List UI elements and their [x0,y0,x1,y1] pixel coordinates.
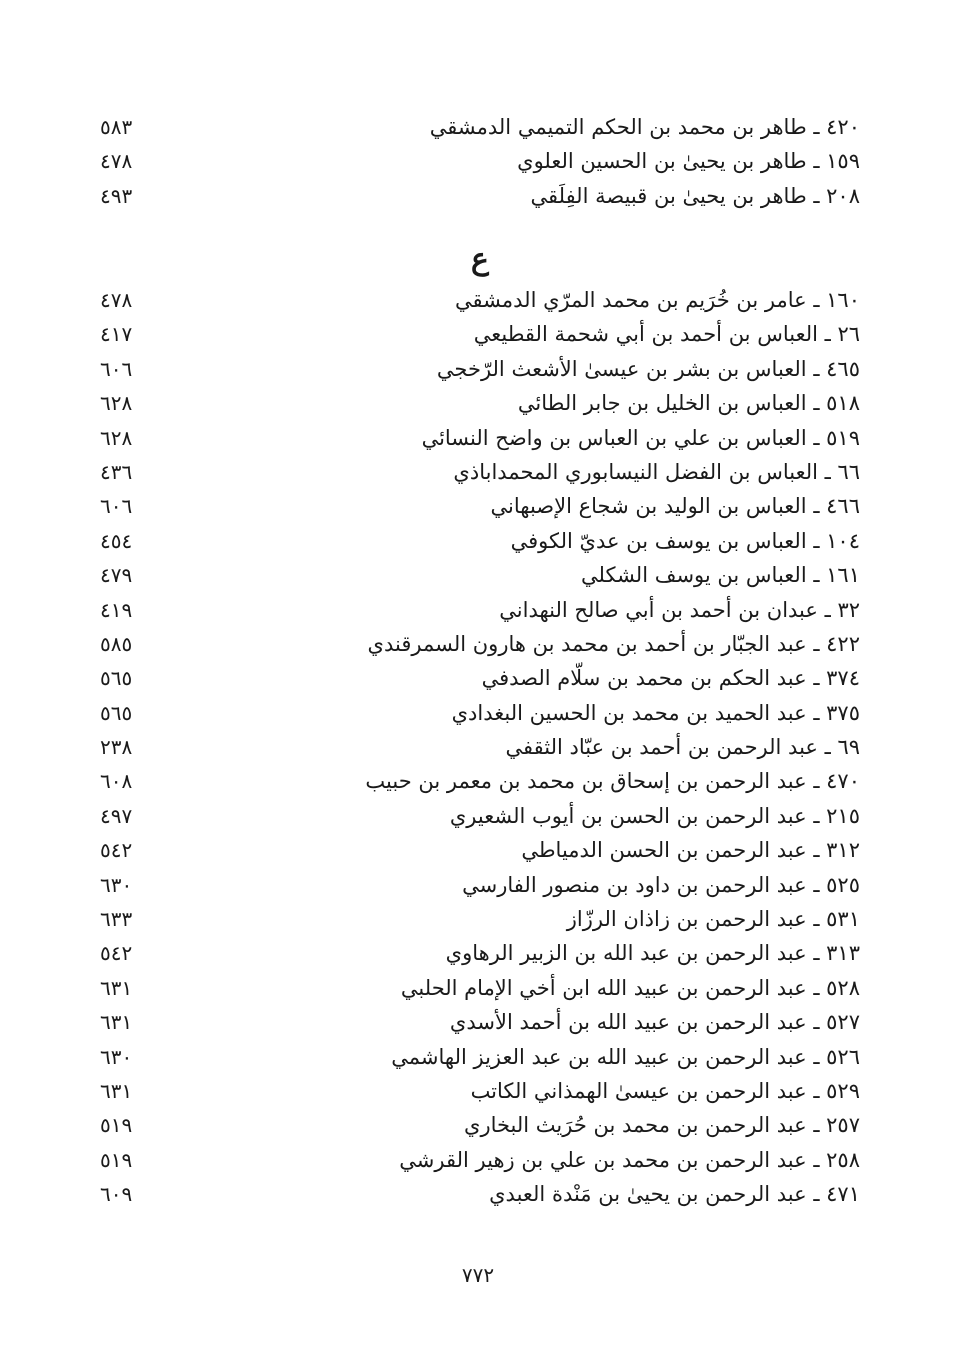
entry-name: ٤٢٠ ـ طاهر بن محمد بن الحكم التميمي الدمشقي [429,115,860,139]
entry-page-number: ٦٣١ [100,1078,133,1103]
index-entry-row [90,902,860,936]
index-entry-row [90,833,860,867]
entry-page-number: ٤٩٧ [100,803,133,828]
index-entry-row [90,593,860,627]
entry-page-number: ٦٣١ [100,975,133,1000]
entry-page-number: ٤٧٩ [100,563,133,588]
index-entry-row [90,799,860,833]
entry-page-number: ٦٢٨ [100,425,133,450]
entry-name: ٢٦ ـ العباس بن أحمد بن أبي شحمة القطيعي [473,322,860,347]
entry-name: ١٥٩ ـ طاهر بن يحيىٰ بن الحسين العلوي [517,149,860,174]
entry-name: ٤٦٦ ـ العباس بن الوليد بن شجاع الإصبهاني [490,494,860,519]
index-entry-row [90,524,860,558]
entry-name: ١٠٤ ـ العباس بن يوسف بن عديّ الكوفي [510,528,860,553]
entry-page-number: ٥٤٢ [100,941,133,966]
entry-name: ٥٢٥ ـ عبد الرحمن بن داود بن منصور الفارسي [462,872,860,897]
entry-page-number: ٦٠٩ [100,1182,133,1207]
entry-page-number: ٥٨٥ [100,631,133,656]
entry-name: ٥٢٦ ـ عبد الرحمن بن عبيد الله بن عبد العزيز الهاشمي [391,1044,860,1069]
index-entry-row [90,1143,860,1177]
entry-name: ٥٢٧ ـ عبد الرحمن بن عبيد الله بن أحمد الأسدي [449,1010,860,1035]
entry-name: ٦٦ ـ العباس بن الفضل النيسابوري المحمداباذي [453,459,860,484]
index-entry-row [90,627,860,661]
index-entry-row [90,558,860,592]
section-letter-heading: ع [471,242,489,277]
entry-page-number: ٢٣٨ [100,735,133,760]
entry-page-number: ٤٥٤ [100,528,133,553]
index-entry-row [90,144,860,178]
entry-page-number: ٦٠٨ [100,769,133,794]
index-entry-row [90,1040,860,1074]
entry-name: ١٦١ ـ العباس بن يوسف الشكلي [581,563,860,588]
entry-name: ٣١٢ ـ عبد الرحمن بن الحسن الدمياطي [521,838,860,863]
index-section-taa [90,110,860,213]
index-entry-row [90,730,860,764]
entry-page-number: ٤١٩ [100,597,133,622]
index-entry-row [90,455,860,489]
entry-name: ٣٧٥ ـ عبد الحميد بن محمد بن الحسين البغدادي [451,700,860,725]
entry-name: ٤٧٠ ـ عبد الرحمن بن إسحاق بن محمد بن معمر بن حبيب [365,769,860,794]
index-entry-row [90,283,860,317]
entry-page-number: ٦٢٨ [100,391,133,416]
entry-name: ٤٦٥ ـ العباس بن بشر بن عيسىٰ الأشعث الرّخجي [436,356,860,381]
entry-name: ١٦٠ ـ عامر بن خُرَيم بن محمد المرّي الدمشقي [455,288,860,312]
page-number: ٧٧٢ [461,1263,495,1287]
entry-page-number: ٥٦٥ [100,700,133,725]
entry-name: ٥٣١ ـ عبد الرحمن بن زاذان الرزّاز [566,907,860,932]
entry-name: ٦٩ ـ عبد الرحمن بن أحمد بن عبّاد الثقفي [505,735,860,760]
entry-name: ٤٧١ ـ عبد الرحمن بن يحيىٰ بن مَنْدة العبدي [489,1182,860,1207]
entry-page-number: ٥٤٢ [100,838,133,863]
entry-name: ٥١٨ ـ العباس بن الخليل بن جابر الطائي [517,391,860,416]
entry-name: ٢٥٨ ـ عبد الرحمن بن محمد بن علي بن زهير القرشي [399,1147,860,1172]
index-entry-row [90,386,860,420]
entry-name: ٣١٣ ـ عبد الرحمن بن عبد الله بن الزبير الرهاوي [445,941,860,966]
entry-name: ٣٧٤ ـ عبد الحكم بن محمد بن سلّام الصدفي [481,666,860,691]
entry-page-number: ٦٣٠ [100,1044,133,1069]
entry-name: ٢٥٧ ـ عبد الرحمن بن محمد بن حُرَيث البخاري [464,1113,860,1138]
index-entry-row [90,489,860,523]
entry-page-number: ٦٠٦ [100,494,133,519]
index-entry-row [90,110,860,144]
entry-page-number: ٥١٩ [100,1147,133,1172]
entry-page-number: ٤٧٨ [100,149,133,174]
entry-page-number: ٦٠٦ [100,356,133,381]
index-entry-row [90,317,860,351]
index-entry-row [90,764,860,798]
index-entry-row [90,1005,860,1039]
index-entry-row [90,971,860,1005]
entry-page-number: ٦٣١ [100,1010,133,1035]
index-section-ain [90,283,860,1212]
index-entry-row [90,421,860,455]
entry-page-number: ٦٣٣ [100,907,133,932]
entry-name: ٣٢ ـ عبدان بن أحمد بن أبي صالح النهداني [499,597,860,622]
index-entry-row [90,179,860,213]
entry-name: ٥١٩ ـ العباس بن علي بن العباس بن واضح النسائي [421,425,860,450]
entry-page-number: ٤٩٣ [100,183,133,208]
index-entry-row [90,936,860,970]
entry-page-number: ٦٣٠ [100,872,133,897]
index-entry-row [90,1108,860,1142]
entry-name: ٤٢٢ ـ عبد الجبّار بن أحمد بن محمد بن هارون السمرقندي [367,631,860,656]
index-entry-row [90,661,860,695]
entry-page-number: ٤٣٦ [100,459,133,484]
entry-name: ٢١٥ ـ عبد الرحمن بن الحسن بن أيوب الشعيري [449,803,860,828]
entry-page-number: ٥١٩ [100,1113,133,1138]
entry-name: ٥٢٨ ـ عبد الرحمن بن عبيد الله ابن أخي الإمام الحلبي [400,975,860,1000]
entry-page-number: ٤١٧ [100,322,133,347]
entry-page-number: ٤٧٨ [100,288,133,312]
index-entry-row [90,868,860,902]
index-entry-row [90,1177,860,1211]
entry-page-number: ٥٦٥ [100,666,133,691]
index-entry-row [90,696,860,730]
index-entry-row [90,1074,860,1108]
entry-name: ٢٠٨ ـ طاهر بن يحيىٰ بن قبيصة الفِلَقي [530,183,860,208]
entry-page-number: ٥٨٣ [100,115,133,139]
entry-name: ٥٢٩ ـ عبد الرحمن بن عيسىٰ الهمذاني الكاتب [470,1078,860,1103]
index-entry-row [90,352,860,386]
